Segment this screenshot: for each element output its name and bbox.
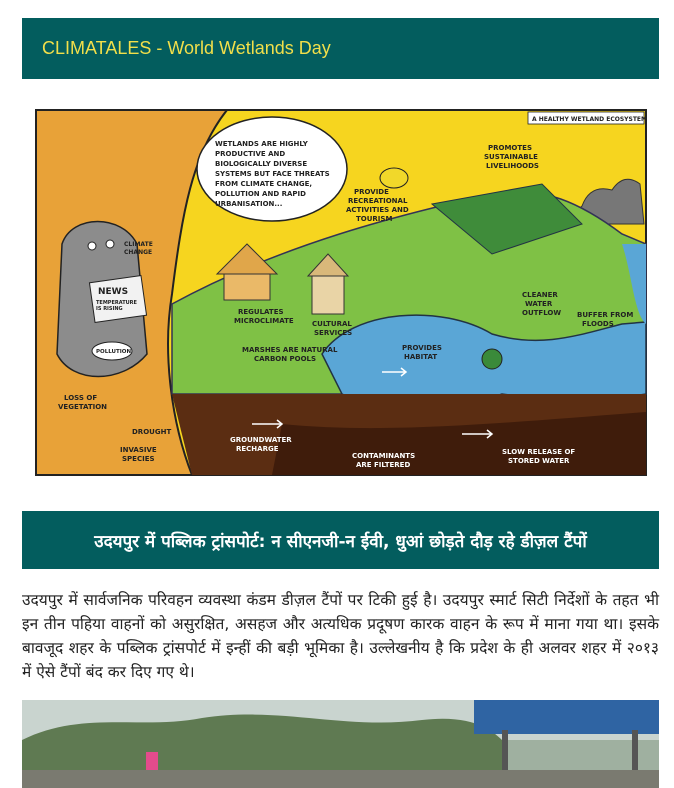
cleaner-3: OUTFLOW <box>522 309 562 317</box>
speech-line-5: FROM CLIMATE CHANGE, <box>215 180 313 188</box>
contaminants-2: ARE FILTERED <box>356 461 411 469</box>
loss-vegetation-2: VEGETATION <box>58 403 108 411</box>
drought-label: DROUGHT <box>132 428 172 436</box>
invasive-species-1: INVASIVE <box>120 446 157 454</box>
recreation-1: PROVIDE <box>354 188 389 196</box>
contaminants-1: CONTAMINANTS <box>352 452 416 460</box>
article-headline[interactable]: उदयपुर में पब्लिक ट्रांसपोर्ट: न सीएनजी-न ईवी, धुआं छोड़ते दौड़ रहे डीज़ल टैंपों <box>94 531 587 552</box>
livelihoods-2: SUSTAINABLE <box>484 153 538 161</box>
billboard <box>474 700 659 734</box>
carbon-2: CARBON POOLS <box>254 355 317 363</box>
yellow-bird-icon <box>380 168 408 188</box>
slow-release-1: SLOW RELEASE OF <box>502 448 576 456</box>
loss-vegetation-1: LOSS OF <box>64 394 98 402</box>
carbon-1: MARSHES ARE NATURAL <box>242 346 338 354</box>
buffer-2: FLOODS <box>582 320 614 328</box>
speech-line-6: POLLUTION AND RAPID <box>215 190 306 198</box>
microclimate-1: REGULATES <box>238 308 284 316</box>
cleaner-2: WATER <box>525 300 553 308</box>
monster-eye <box>88 242 96 250</box>
news-headline-2: IS RISING <box>96 306 123 312</box>
article-headline-banner <box>22 511 659 569</box>
speech-line-1: WETLANDS ARE HIGHLY <box>215 140 308 148</box>
slow-release-2: STORED WATER <box>508 457 570 465</box>
tree-icon <box>482 349 502 369</box>
article-body: उदयपुर में सार्वजनिक परिवहन व्यवस्था कंडम डीज़ल टैंपों पर टिकी हुई है। उदयपुर स्मार्ट सिटी निर्देशों के तहत भी इन तीन पहिया वाहनों को असुरक्षित, असहज और अत्यधिक प्रदूषण कारक वाहन के रूप में माना गया था। इसके बावजूद शहर के पब्लिक ट्रांसपोर्ट में इन्हीं की बड़ी भूमिका है। उल्लेखनीय है कि प्रदेश के ही अलवर शहर में २०१३ में ऐसे टैंपों बंद कर दिए गए थे। <box>22 591 659 681</box>
groundwater-2: RECHARGE <box>236 445 279 453</box>
groundwater-1: GROUNDWATER <box>230 436 292 444</box>
microclimate-2: MICROCLIMATE <box>234 317 294 325</box>
wetland-illustration <box>22 94 659 484</box>
pollution-label: POLLUTION <box>96 349 132 355</box>
temple-icon <box>312 274 344 314</box>
hut-icon <box>224 274 270 300</box>
speech-line-2: PRODUCTIVE AND <box>215 150 286 158</box>
article-photo <box>22 700 659 788</box>
news-headline-1: TEMPERATURE <box>96 300 137 306</box>
corner-label: A HEALTHY WETLAND ECOSYSTEM <box>532 116 647 123</box>
habitat-1: PROVIDES <box>402 344 442 352</box>
top-banner <box>22 18 659 79</box>
climate-change-1: CLIMATE <box>124 241 153 248</box>
banner-title: CLIMATALES - World Wetlands Day <box>42 38 331 58</box>
invasive-species-2: SPECIES <box>122 455 155 463</box>
livelihoods-1: PROMOTES <box>488 144 532 152</box>
news-title: NEWS <box>98 287 129 297</box>
climate-change-2: CHANGE <box>124 249 153 256</box>
newspaper <box>89 276 146 323</box>
cultural-2: SERVICES <box>314 329 353 337</box>
habitat-2: HABITAT <box>404 353 438 361</box>
recreation-4: TOURISM <box>356 215 393 223</box>
livelihoods-3: LIVELIHOODS <box>486 162 539 170</box>
speech-line-7: URBANISATION... <box>215 200 283 208</box>
speech-line-3: BIOLOGICALLY DIVERSE <box>215 160 308 168</box>
cleaner-1: CLEANER <box>522 291 558 299</box>
speech-line-4: SYSTEMS BUT FACE THREATS <box>215 170 330 178</box>
recreation-3: ACTIVITIES AND <box>346 206 409 214</box>
buffer-1: BUFFER FROM <box>577 311 634 319</box>
recreation-2: RECREATIONAL <box>348 197 408 205</box>
cultural-1: CULTURAL <box>312 320 352 328</box>
